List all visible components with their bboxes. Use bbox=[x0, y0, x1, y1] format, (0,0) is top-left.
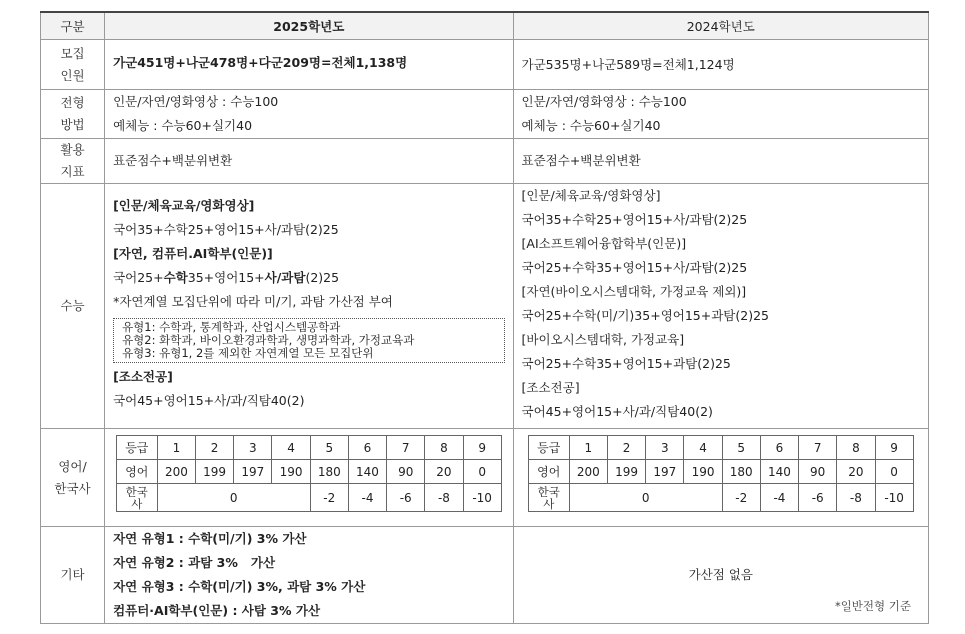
type-1-definition: 유형1: 수학과, 통계학과, 산업시스템공학과 bbox=[122, 320, 341, 334]
type-3-definition: 유형3: 유형1, 2를 제외한 자연계열 모든 모집단위 bbox=[122, 346, 374, 360]
suneung-2025-line-2: 국어25+수학35+영어15+사/과탐(2)25 bbox=[113, 270, 340, 285]
grade-cell: 2 bbox=[607, 436, 645, 460]
english-score: 140 bbox=[348, 460, 386, 484]
header-category: 구분 bbox=[41, 12, 105, 40]
history-score: -8 bbox=[425, 484, 463, 512]
history-label: 한국 사 bbox=[528, 484, 569, 512]
english-score-row bbox=[116, 460, 501, 484]
grade-table-2024-cell bbox=[513, 429, 928, 527]
bonus-line: 자연 유형3 : 수학(미/기) 3%, 과탐 3% 가산 bbox=[113, 579, 366, 594]
suneung-2025-line-1: 국어35+수학25+영어15+사/과탐(2)25 bbox=[113, 222, 339, 237]
row-method bbox=[41, 90, 929, 139]
english-score: 20 bbox=[425, 460, 463, 484]
grade-cell: 9 bbox=[463, 436, 501, 460]
label-index: 활용 지표 bbox=[41, 139, 105, 184]
history-score: -8 bbox=[837, 484, 875, 512]
history-score-row bbox=[528, 484, 913, 512]
suneung-2024-line: 국어25+수학(미/기)35+영어15+과탐(2)25 bbox=[521, 308, 769, 323]
grade-cell: 9 bbox=[875, 436, 913, 460]
english-label: 영어 bbox=[528, 460, 569, 484]
label-english-history: 영어/ 한국사 bbox=[41, 429, 105, 527]
history-score: -10 bbox=[875, 484, 913, 512]
label-recruit: 모집 인원 bbox=[41, 40, 105, 90]
history-score: 0 bbox=[569, 484, 722, 512]
suneung-2024-line: [바이오시스템대학, 가정교육] bbox=[521, 332, 685, 347]
row-misc bbox=[41, 527, 929, 624]
misc-2025 bbox=[105, 527, 513, 624]
suneung-2025-heading-1: [인문/체육교육/영화영상] bbox=[113, 198, 255, 213]
label-misc: 기타 bbox=[41, 527, 105, 624]
english-score: 197 bbox=[646, 460, 684, 484]
recruit-2024: 가군535명+나군589명=전체1,124명 bbox=[513, 40, 928, 90]
history-score: -6 bbox=[387, 484, 425, 512]
suneung-2025-note: *자연계열 모집단위에 따라 미/기, 과탐 가산점 부여 bbox=[113, 294, 393, 309]
grade-label: 등급 bbox=[528, 436, 569, 460]
grade-cell: 6 bbox=[760, 436, 798, 460]
bonus-line: 자연 유형2 : 과탐 3% 가산 bbox=[113, 555, 276, 570]
index-2025: 표준점수+백분위변환 bbox=[105, 139, 513, 184]
method-2024: 인문/자연/영화영상 : 수능100 예체능 : 수능60+실기40 bbox=[513, 90, 928, 139]
label-method: 전형 방법 bbox=[41, 90, 105, 139]
history-score: -6 bbox=[799, 484, 837, 512]
grade-cell: 3 bbox=[646, 436, 684, 460]
suneung-2025-heading-2: [자연, 컴퓨터.AI학부(인문)] bbox=[113, 246, 273, 261]
admission-comparison-table bbox=[40, 11, 929, 624]
grade-cell: 2 bbox=[196, 436, 234, 460]
type-2-definition: 유형2: 화학과, 바이오환경과학과, 생명과학과, 가정교육과 bbox=[122, 333, 415, 347]
english-score: 140 bbox=[760, 460, 798, 484]
history-score-row bbox=[116, 484, 501, 512]
suneung-2024-line: [인문/체육교육/영화영상] bbox=[521, 188, 661, 203]
history-score: 0 bbox=[157, 484, 310, 512]
grade-cell: 7 bbox=[387, 436, 425, 460]
misc-2024: 가산점 없음 bbox=[513, 527, 928, 624]
grade-cell: 8 bbox=[425, 436, 463, 460]
english-score: 190 bbox=[684, 460, 722, 484]
method-2025: 인문/자연/영화영상 : 수능100 예체능 : 수능60+실기40 bbox=[105, 90, 513, 139]
suneung-2025-heading-3: [조소전공] bbox=[113, 369, 173, 384]
bonus-line: 컴퓨터·AI학부(인문) : 사탐 3% 가산 bbox=[113, 603, 321, 618]
grade-row bbox=[528, 436, 913, 460]
suneung-2024 bbox=[513, 184, 928, 429]
english-score-row bbox=[528, 460, 913, 484]
history-score: -4 bbox=[760, 484, 798, 512]
grade-cell: 3 bbox=[234, 436, 272, 460]
grade-cell: 6 bbox=[348, 436, 386, 460]
suneung-2024-line: [자연(바이오시스템대학, 가정교육 제외)] bbox=[521, 284, 747, 299]
history-label: 한국 사 bbox=[116, 484, 157, 512]
grade-table-2025 bbox=[116, 435, 502, 512]
suneung-2024-line: 국어25+수학35+영어15+과탐(2)25 bbox=[521, 356, 731, 371]
english-score: 180 bbox=[722, 460, 760, 484]
footnote: *일반전형 기준 bbox=[834, 599, 911, 613]
english-score: 0 bbox=[875, 460, 913, 484]
header-row bbox=[41, 12, 929, 40]
english-label: 영어 bbox=[116, 460, 157, 484]
grade-cell: 1 bbox=[157, 436, 195, 460]
type-definition-box bbox=[113, 318, 504, 363]
row-english bbox=[41, 429, 929, 527]
suneung-2024-line: [AI소프트웨어융합학부(인문)] bbox=[521, 236, 687, 251]
grade-cell: 4 bbox=[684, 436, 722, 460]
suneung-2024-line: 국어35+수학25+영어15+사/과탐(2)25 bbox=[521, 212, 748, 227]
row-suneung bbox=[41, 184, 929, 429]
suneung-2024-line: 국어25+수학35+영어15+사/과탐(2)25 bbox=[521, 260, 748, 275]
label-suneung: 수능 bbox=[41, 184, 105, 429]
suneung-2025 bbox=[105, 184, 513, 429]
suneung-2024-line: 국어45+영어15+사/과/직탐40(2) bbox=[521, 404, 713, 419]
history-score: -10 bbox=[463, 484, 501, 512]
grade-cell: 8 bbox=[837, 436, 875, 460]
history-score: -4 bbox=[348, 484, 386, 512]
grade-cell: 5 bbox=[722, 436, 760, 460]
history-score: -2 bbox=[310, 484, 348, 512]
bonus-line: 자연 유형1 : 수학(미/기) 3% 가산 bbox=[113, 531, 307, 546]
recruit-2025: 가군451명+나군478명+다군209명=전체1,138명 bbox=[105, 40, 513, 90]
english-score: 200 bbox=[569, 460, 607, 484]
grade-row bbox=[116, 436, 501, 460]
history-score: -2 bbox=[722, 484, 760, 512]
english-score: 200 bbox=[157, 460, 195, 484]
grade-cell: 5 bbox=[310, 436, 348, 460]
header-2024: 2024학년도 bbox=[513, 12, 928, 40]
header-2025: 2025학년도 bbox=[105, 12, 513, 40]
english-score: 90 bbox=[387, 460, 425, 484]
grade-table-2024 bbox=[528, 435, 914, 512]
grade-cell: 7 bbox=[799, 436, 837, 460]
english-score: 190 bbox=[272, 460, 310, 484]
english-score: 0 bbox=[463, 460, 501, 484]
grade-cell: 1 bbox=[569, 436, 607, 460]
english-score: 197 bbox=[234, 460, 272, 484]
english-score: 20 bbox=[837, 460, 875, 484]
row-recruit bbox=[41, 40, 929, 90]
suneung-2025-line-3: 국어45+영어15+사/과/직탐40(2) bbox=[113, 393, 305, 408]
english-score: 180 bbox=[310, 460, 348, 484]
english-score: 90 bbox=[799, 460, 837, 484]
suneung-2024-line: [조소전공] bbox=[521, 380, 580, 395]
grade-table-2025-cell bbox=[105, 429, 513, 527]
grade-label: 등급 bbox=[116, 436, 157, 460]
index-2024: 표준점수+백분위변환 bbox=[513, 139, 928, 184]
grade-cell: 4 bbox=[272, 436, 310, 460]
row-index bbox=[41, 139, 929, 184]
english-score: 199 bbox=[196, 460, 234, 484]
english-score: 199 bbox=[607, 460, 645, 484]
